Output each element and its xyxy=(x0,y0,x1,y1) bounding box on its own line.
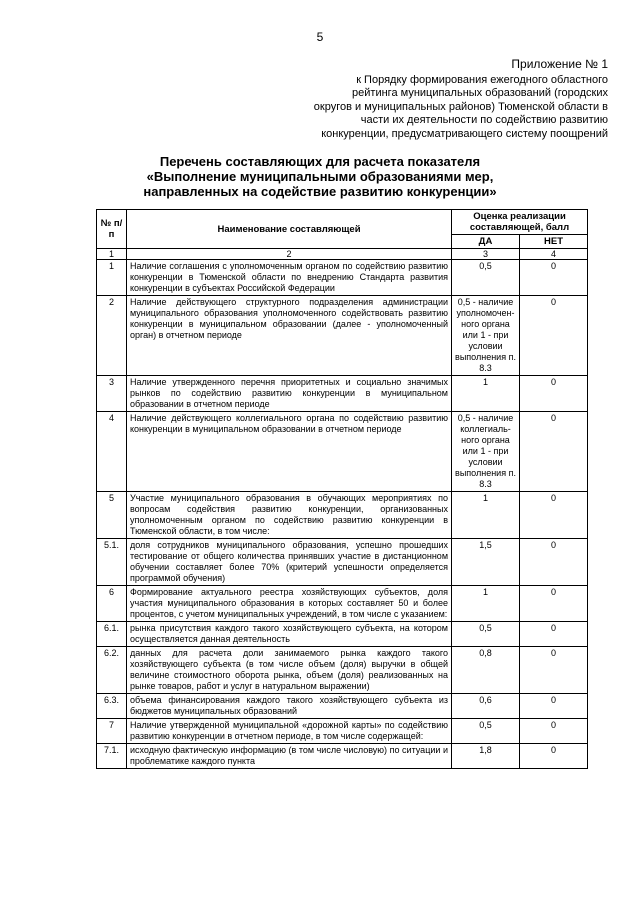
row-name: Наличие действующего коллегиального органа по содействию развитию конкуренции в муниципальном образовании в отчетном периоде xyxy=(127,412,452,492)
row-name: Формирование актуального реестра хозяйствующих субъектов, доля участия муниципального образования в которых составляет 50 и более процентов, с учетом муниципальных учреждений, в том числе с указанием: xyxy=(127,586,452,622)
row-yes-score: 1 xyxy=(452,376,520,412)
title-line: «Выполнение муниципальными образованиями мер, xyxy=(146,169,494,184)
column-index: 3 xyxy=(452,249,520,260)
row-yes-score: 0,5 xyxy=(452,622,520,647)
row-yes-score: 0,5 - наличие коллегиаль-ного органа или 1 - при условии выполнения п. 8.3 xyxy=(452,412,520,492)
row-number: 7.1. xyxy=(97,744,127,769)
column-index-row xyxy=(97,249,588,260)
row-no-score: 0 xyxy=(520,260,588,296)
appendix-line: конкуренции, предусматривающего систему поощрений xyxy=(321,127,608,140)
row-name: Наличие действующего структурного подразделения администрации муниципального образования уполномоченного содействовать развитию конкуренции в муниципальном образовании (далее - уполномоченный орган) в отчетном периоде xyxy=(127,296,452,376)
row-number: 4 xyxy=(97,412,127,492)
table-row xyxy=(97,586,588,622)
row-number: 3 xyxy=(97,376,127,412)
column-index: 4 xyxy=(520,249,588,260)
page-number: 5 xyxy=(316,30,324,44)
row-name: доля сотрудников муниципального образования, успешно прошедших тестирование от общего количества принявших участие в дистанционном обучении составляет более 70% (критерий успешности определяется программой обучения) xyxy=(127,539,452,586)
table-row xyxy=(97,744,588,769)
table-row xyxy=(97,694,588,719)
row-no-score: 0 xyxy=(520,622,588,647)
row-no-score: 0 xyxy=(520,719,588,744)
row-no-score: 0 xyxy=(520,647,588,694)
row-name: исходную фактическую информацию (в том числе числовую) по ситуации и проблематике каждого пункта xyxy=(127,744,452,769)
header-yes: ДА xyxy=(452,235,520,249)
components-table xyxy=(96,209,588,769)
table-row xyxy=(97,296,588,376)
row-no-score: 0 xyxy=(520,296,588,376)
row-yes-score: 0,6 xyxy=(452,694,520,719)
row-name: данных для расчета доли занимаемого рынка каждого такого хозяйствующего субъекта (в том числе объем (доля) выручки в общей величине стоимостного оборота рынка, объем (доля) реализованных на рынке товаров, работ и услуг в натуральном выражении) xyxy=(127,647,452,694)
column-index: 2 xyxy=(127,249,452,260)
header-score: Оценка реализации составляющей, балл xyxy=(452,210,588,235)
row-no-score: 0 xyxy=(520,744,588,769)
row-name: Наличие утвержденной муниципальной «дорожной карты» по содействию развитию конкуренции в отчетном периоде, в том числе содержащей: xyxy=(127,719,452,744)
row-no-score: 0 xyxy=(520,586,588,622)
row-number: 1 xyxy=(97,260,127,296)
row-number: 2 xyxy=(97,296,127,376)
table-row xyxy=(97,260,588,296)
row-yes-score: 1 xyxy=(452,586,520,622)
row-name: Наличие соглашения с уполномоченным органом по содействию развитию конкуренции в Тюменской области по внедрению Стандарта развития конкуренции в субъектах Российской Федерации xyxy=(127,260,452,296)
table-row xyxy=(97,376,588,412)
row-number: 5 xyxy=(97,492,127,539)
row-yes-score: 1,8 xyxy=(452,744,520,769)
row-name: Участие муниципального образования в обучающих мероприятиях по вопросам содействия развитию конкуренции, организованных уполномоченным органом по содействию развитию конкуренции в Тюменской области, в том числе: xyxy=(127,492,452,539)
row-yes-score: 0,5 xyxy=(452,260,520,296)
header-no: НЕТ xyxy=(520,235,588,249)
header-name: Наименование составляющей xyxy=(127,210,452,249)
row-no-score: 0 xyxy=(520,492,588,539)
document-title xyxy=(0,154,640,199)
row-name: рынка присутствия каждого такого хозяйствующего субъекта, на котором осуществляется данная деятельность xyxy=(127,622,452,647)
row-number: 7 xyxy=(97,719,127,744)
row-yes-score: 0,8 xyxy=(452,647,520,694)
appendix-line: части их деятельности по содействию развитию xyxy=(360,114,608,126)
appendix-line: к Порядку формирования ежегодного областного xyxy=(356,73,608,86)
row-yes-score: 0,5 xyxy=(452,719,520,744)
row-yes-score: 1 xyxy=(452,492,520,539)
row-no-score: 0 xyxy=(520,376,588,412)
table-row xyxy=(97,412,588,492)
row-no-score: 0 xyxy=(520,412,588,492)
row-number: 6 xyxy=(97,586,127,622)
appendix-line: рейтинга муниципальных образований (городских xyxy=(352,87,608,99)
title-line: Перечень составляющих для расчета показателя xyxy=(159,154,481,169)
table-row xyxy=(97,492,588,539)
row-yes-score: 1,5 xyxy=(452,539,520,586)
appendix-title: Приложение № 1 xyxy=(511,57,608,71)
row-number: 5.1. xyxy=(97,539,127,586)
table-row xyxy=(97,719,588,744)
row-number: 6.1. xyxy=(97,622,127,647)
appendix-note xyxy=(268,58,608,141)
row-name: Наличие утвержденного перечня приоритетных и социально значимых рынков по содействию развитию конкуренции в муниципальном образовании в отчетном периоде xyxy=(127,376,452,412)
header-number: № п/п xyxy=(97,210,127,249)
row-number: 6.3. xyxy=(97,694,127,719)
appendix-line: округов и муниципальных районов) Тюменской области в xyxy=(313,100,608,113)
table-row xyxy=(97,539,588,586)
row-name: объема финансирования каждого такого хозяйствующего субъекта из бюджетов муниципальных образований xyxy=(127,694,452,719)
table-row xyxy=(97,622,588,647)
row-no-score: 0 xyxy=(520,694,588,719)
row-number: 6.2. xyxy=(97,647,127,694)
title-line: направленных на содействие развитию конкуренции» xyxy=(143,184,497,199)
table-row xyxy=(97,647,588,694)
row-no-score: 0 xyxy=(520,539,588,586)
column-index: 1 xyxy=(97,249,127,260)
row-yes-score: 0,5 - наличие уполномочен-ного органа или 1 - при условии выполнения п. 8.3 xyxy=(452,296,520,376)
